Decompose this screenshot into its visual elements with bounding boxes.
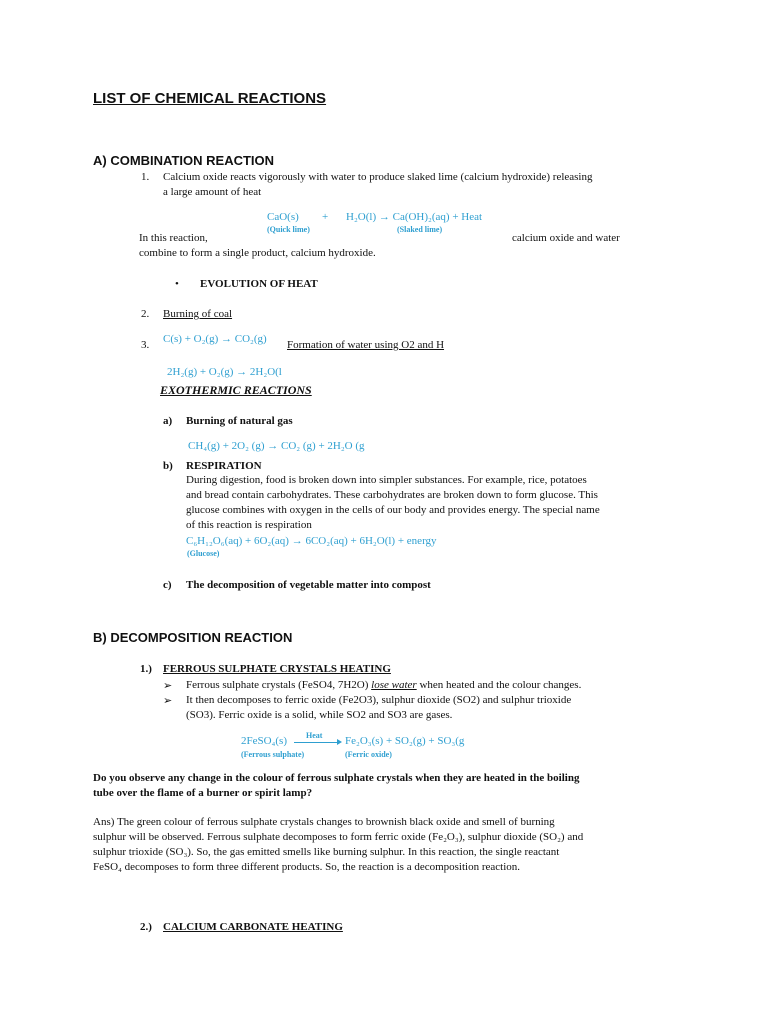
point-1-a: Ferrous sulphate crystals (FeSO4, 7H2O): [186, 679, 369, 691]
point-1-lose-water: lose water: [371, 679, 417, 691]
equation-water: 2H₂(g) + O₂(g) → 2H₂O(l: [167, 366, 282, 378]
equation-cao: CaO(s): [267, 211, 299, 223]
item-2-number: 2.: [141, 308, 150, 320]
respiration-line-4: of this reaction is respiration: [186, 519, 312, 531]
calcium-carbonate-heading: CALCIUM CARBONATE HEATING: [163, 921, 343, 933]
sub-b-label: b): [163, 460, 173, 472]
sub-2-number: 2.): [140, 921, 152, 933]
ferrous-sulphate-heading: FERROUS SULPHATE CRYSTALS HEATING: [163, 663, 391, 675]
arrow-bullet-2: ➢: [163, 695, 173, 707]
equation-methane: CH₄(g) + 2O₂ (g) → CO₂ (g) + 2H₂O (g: [188, 440, 365, 452]
item-1-line-2: a large amount of heat: [163, 186, 262, 198]
answer-line-1: Ans) The green colour of ferrous sulphate crystals changes to brownish black oxide and smell of burning: [93, 816, 555, 828]
equation-label-slaked-lime: (Slaked lime): [397, 225, 443, 234]
in-this-reaction: In this reaction,: [139, 232, 208, 244]
section-b-heading: B) DECOMPOSITION REACTION: [93, 630, 293, 645]
respiration-line-3: glucose combines with oxygen in the cells of our body and provides energy. The special name: [186, 504, 600, 516]
answer-line-4: FeSO₄ decomposes to form three different products. So, the reaction is a decomposition reaction.: [93, 861, 521, 873]
exothermic-reactions: EXOTHERMIC REACTIONS: [160, 383, 312, 397]
sub-1-number: 1.): [140, 663, 152, 675]
equation-feso4-left: 2FeSO₄(s): [241, 735, 288, 747]
equation-label-glucose: (Glucose): [187, 549, 220, 558]
burning-of-coal: Burning of coal: [163, 308, 233, 320]
equation-coal: C(s) + O₂(g) → CO₂(g): [163, 333, 267, 345]
decomposition-vegetable: The decomposition of vegetable matter into compost: [186, 579, 431, 591]
respiration-line-2: and bread contain carbohydrates. These carbohydrates are broken down to form glucose. This: [186, 489, 598, 501]
formation-of-water: Formation of water using O2 and H: [287, 339, 445, 351]
question-line-2: tube over the flame of a burner or spirit lamp?: [93, 787, 313, 799]
equation-respiration: C₆H₁₂O₆(aq) + 6O₂(aq) → 6CO₂(aq) + 6H₂O(l) + energy: [186, 535, 437, 547]
equation-h2o-product: H₂O(l) → Ca(OH)₂(aq) + Heat: [346, 211, 483, 223]
equation-plus: +: [322, 211, 329, 223]
calcium-oxide-water: calcium oxide and water: [512, 232, 620, 244]
burning-natural-gas: Burning of natural gas: [186, 415, 293, 427]
combine-line: combine to form a single product, calcium hydroxide.: [139, 247, 376, 259]
point-1-c: when heated and the colour changes.: [419, 679, 582, 691]
item-1-line-1: Calcium oxide reacts vigorously with water to produce slaked lime (calcium hydroxide) releasing: [163, 171, 593, 183]
evolution-of-heat: EVOLUTION OF HEAT: [200, 278, 318, 290]
question-line-1: Do you observe any change in the colour of ferrous sulphate crystals when they are heated in the boiling: [93, 772, 580, 784]
respiration-line-1: During digestion, food is broken down into simpler substances. For example, rice, potatoes: [186, 474, 587, 486]
equation-heat-label: Heat: [306, 731, 323, 740]
equation-label-ferrous-sulphate: (Ferrous sulphate): [241, 750, 305, 759]
point-2-line-2: (SO3). Ferric oxide is a solid, while SO2 and SO3 are gases.: [186, 709, 453, 721]
item-1-number: 1.: [141, 171, 150, 183]
sub-c-label: c): [163, 579, 172, 591]
point-2-line-1: It then decomposes to ferric oxide (Fe2O3), sulphur dioxide (SO2) and sulphur trioxide: [186, 694, 572, 706]
equation-feso4-right: Fe₂O₃(s) + SO₂(g) + SO₃(g: [345, 735, 465, 747]
item-3-number: 3.: [141, 339, 150, 351]
point-1: [186, 679, 581, 691]
arrow-bullet-1: ➢: [163, 680, 173, 692]
section-a-heading-text: A) COMBINATION REACTION: [93, 153, 275, 168]
equation-label-quick-lime: (Quick lime): [267, 225, 310, 234]
equation-label-ferric-oxide: (Ferric oxide): [345, 750, 392, 759]
bullet-dot: •: [175, 278, 179, 290]
answer-line-3: sulphur trioxide (SO₃). So, the gas emitted smells like burning sulphur. In this reaction, the single reactant: [93, 846, 560, 858]
page-title: LIST OF CHEMICAL REACTIONS: [93, 90, 327, 107]
heat-arrow-line: [294, 742, 340, 743]
sub-a-label: a): [163, 415, 173, 427]
section-a-heading: [93, 153, 274, 168]
heat-arrow-head: [337, 739, 342, 745]
answer-line-2: sulphur will be observed. Ferrous sulphate decomposes to form ferric oxide (Fe₂O₃), sulphur dioxide (SO₂) and: [93, 831, 584, 843]
respiration-heading: RESPIRATION: [186, 460, 262, 472]
